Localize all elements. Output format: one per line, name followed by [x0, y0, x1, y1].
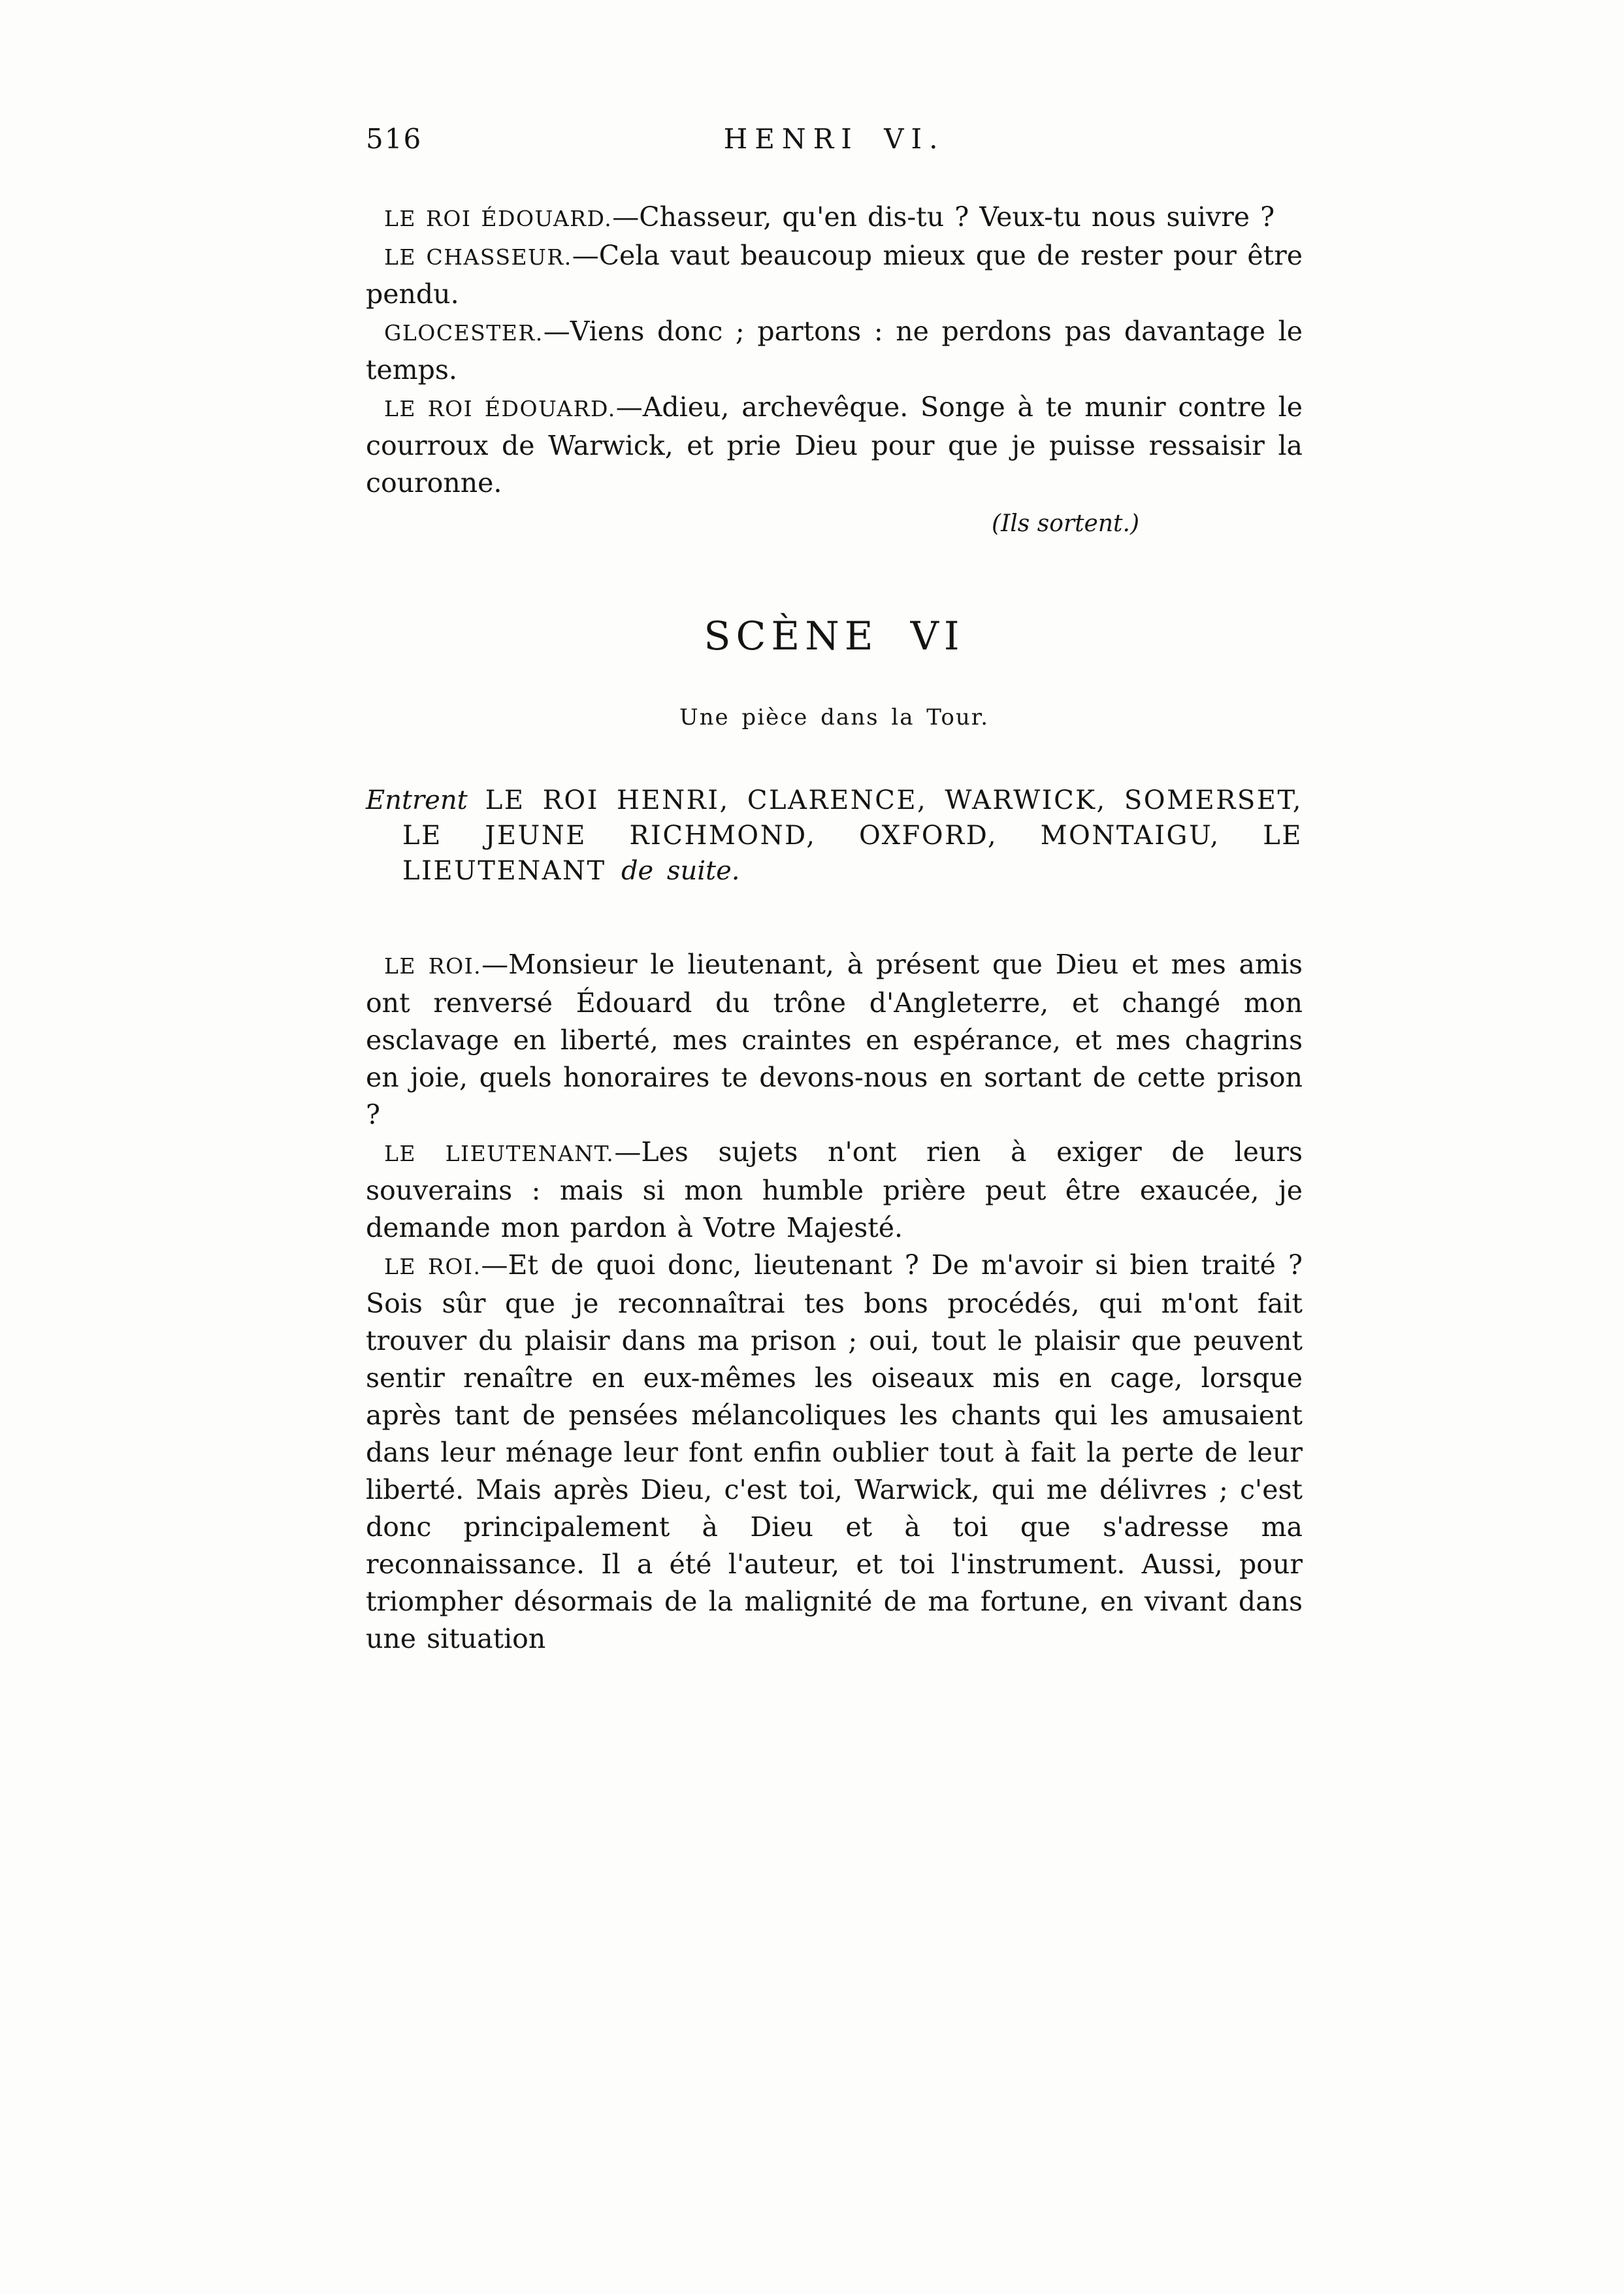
- dialogue-paragraph: [366, 237, 1303, 313]
- scene-heading: SCÈNE VI: [704, 614, 965, 659]
- entrance-character-names: LE ROI HENRI, CLARENCE, WARWICK, SOMERSET, LE JEUNE RICHMOND, OXFORD, MONTAIGU, LE LIEUTENANT: [402, 785, 1303, 886]
- dialogue-paragraph: [366, 946, 1303, 1134]
- speaker-name: LE CHASSEUR.: [384, 244, 572, 270]
- dialogue-paragraph: [366, 389, 1303, 502]
- dialogue-paragraph: [366, 1247, 1303, 1658]
- dialogue-paragraph: [366, 1134, 1303, 1247]
- stage-direction-exit: (Ils sortent.): [992, 510, 1139, 537]
- speaker-name: LE ROI.: [384, 953, 482, 979]
- scene-dialogue-block: [366, 946, 1303, 1658]
- entrance-lead: Entrent: [366, 785, 468, 815]
- dialogue-text: —Les sujets n'ont rien à exiger de leurs souverains : mais si mon humble prière peut être exaucée, je demande mon pardon à Votre Majesté.: [366, 1136, 1303, 1243]
- page-number: 516: [366, 123, 423, 155]
- dialogue-text: —Cela vaut beaucoup mieux que de rester pour être pendu.: [366, 240, 1303, 310]
- dialogue-text: —Et de quoi donc, lieutenant ? De m'avoir si bien traité ? Sois sûr que je reconnaîtrai tes bons procédés, qui m'ont fait trouver du plaisir dans ma prison ; oui, tout le plaisir que peuvent sentir renaître en eux-mêmes les oiseaux mis en cage, lorsque après tant de pensées mélancoliques les chants qui les amusaient dans leur ménage leur font enfin oublier tout à fait la perte de leur liberté. Mais après Dieu, c'est toi, Warwick, qui me délivres ; c'est donc principalement à Dieu et à toi que s'adresse ma reconnaissance. Il a été l'auteur, et toi l'instrument. Aussi, pour triompher désormais de la malignité de ma fortune, en vivant dans une situation: [366, 1249, 1303, 1654]
- speaker-name: LE ROI.: [384, 1254, 481, 1279]
- dialogue-text: —Viens donc ; partons : ne perdons pas davantage le temps.: [366, 316, 1303, 385]
- dialogue-text: —Adieu, archevêque. Songe à te munir contre le courroux de Warwick, et prie Dieu pour que je puisse ressaisir la couronne.: [366, 391, 1303, 499]
- page-header: [366, 123, 1303, 162]
- speaker-name: LE ROI ÉDOUARD.: [384, 396, 616, 421]
- stage-direction-entrance: [366, 783, 1303, 889]
- dialogue-text: —Monsieur le lieutenant, à présent que Dieu et mes amis ont renversé Édouard du trône d'Angleterre, et changé mon esclavage en liberté, mes craintes en espérance, et mes chagrins en joie, quels honoraires te devons-nous en sortant de cette prison ?: [366, 949, 1303, 1130]
- entrance-tail: de suite.: [621, 856, 740, 886]
- scene-location: Une pièce dans la Tour.: [679, 704, 990, 730]
- text-column: [366, 123, 1303, 1658]
- speaker-name: LE LIEUTENANT.: [384, 1141, 615, 1166]
- speaker-name: LE ROI ÉDOUARD.: [384, 206, 613, 231]
- running-title: HENRI VI.: [723, 123, 945, 155]
- dialogue-paragraph: [366, 313, 1303, 389]
- dialogue-paragraph: [366, 199, 1303, 237]
- dialogue-text: —Chasseur, qu'en dis-tu ? Veux-tu nous suivre ?: [612, 201, 1275, 233]
- speaker-name: GLOCESTER.: [384, 320, 544, 346]
